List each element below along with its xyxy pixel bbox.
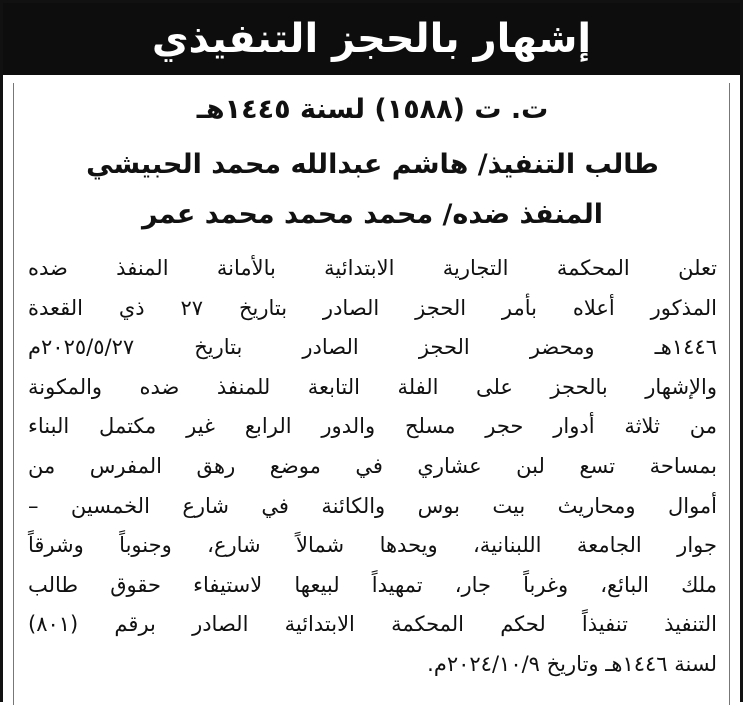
notice-text-line: بمساحة تسع لبن عشاري في موضع رهق المفرس من: [28, 453, 717, 478]
notice-text-line: المذكور أعلاه بأمر الحجز الصادر بتاريخ ٢٧ ذي القعدة: [28, 295, 717, 320]
notice-text-line: والإشهار بالحجز على الفلة التابعة للمنفذ ضده والمكونة: [28, 374, 717, 399]
notice-header-bar: [3, 3, 740, 75]
notice-text-line: تعلن المحكمة التجارية الابتدائية بالأمانة المنفذ ضده: [28, 256, 717, 280]
notice-text-line: أموال ومحاريث بيت بوس والكائنة في شارع الخمسين –: [28, 493, 717, 518]
notice-text-line: جوار الجامعة اللبنانية، ويحدها شمالاً شارع، وجنوباً وشرقاً: [28, 533, 717, 558]
notice-text-line: لسنة ١٤٤٦هـ وتاريخ ٢٠٢٤/١٠/٩م.: [427, 651, 717, 676]
notice-text-line: ملك البائع، وغرباً جار، تمهيداً لبيعها لاستيفاء حقوق طالب: [28, 572, 717, 597]
notice-text-line: ١٤٤٦هـ ومحضر الحجز الصادر بتاريخ ٢٠٢٥/٥/٢٧م: [28, 335, 717, 360]
notice-title: إشهار بالحجز التنفيذي: [151, 16, 592, 62]
case-number: ت. ت (١٥٨٨) لسنة ١٤٤٥هـ: [196, 94, 549, 125]
respondent-name: المنفذ ضده/ محمد محمد محمد عمر: [142, 199, 603, 230]
notice-text: [28, 249, 717, 685]
notice-text-line: التنفيذ تنفيذاً لحكم المحكمة الابتدائية الصادر برقم (٨٠١): [28, 612, 717, 637]
notice-body-frame: [13, 83, 730, 705]
applicant-name: طالب التنفيذ/ هاشم عبدالله محمد الحبيشي: [86, 149, 659, 180]
notice-text-line: من ثلاثة أدوار حجر مسلح والدور الرابع غير مكتمل البناء: [28, 414, 717, 439]
